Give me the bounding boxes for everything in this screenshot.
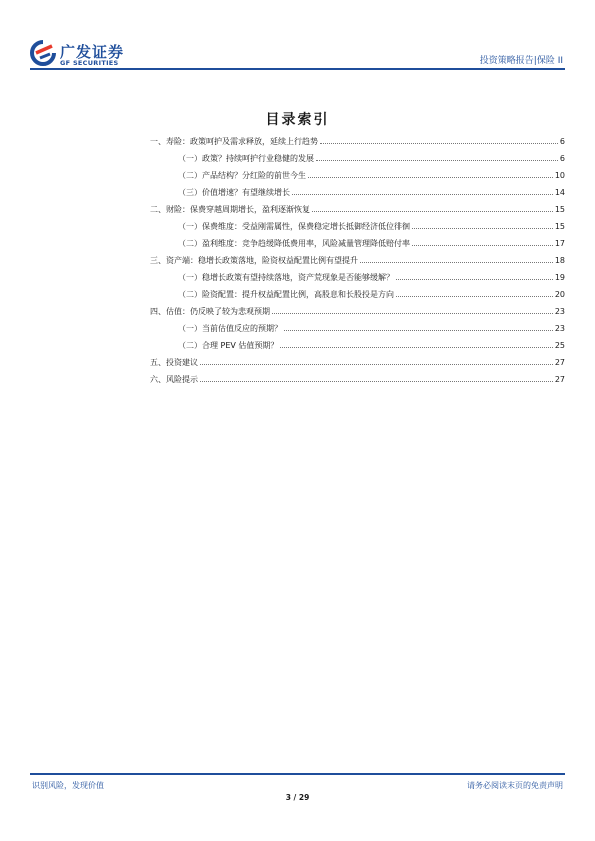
toc-leader-dots <box>292 194 553 195</box>
toc-entry-label: 三、资产端：稳增长政策落地，险资权益配置比例有望提升 <box>150 256 358 265</box>
toc-entry-section[interactable] <box>150 372 565 385</box>
toc-entry-label: （三）价值增速？有望继续增长 <box>178 188 290 197</box>
toc-entry-label: 一、寿险：政策呵护及需求释放，延续上行趋势 <box>150 137 318 146</box>
toc-leader-dots <box>280 347 552 348</box>
toc-entry-label: （二）产品结构？分红险的前世今生 <box>178 171 306 180</box>
toc-entry-label: 四、估值：仍反映了较为悲观预期 <box>150 307 270 316</box>
toc-entry-subsection[interactable] <box>178 151 565 164</box>
toc-leader-dots <box>272 313 553 314</box>
toc-leader-dots <box>412 228 553 229</box>
header-divider <box>30 68 565 70</box>
toc-leader-dots <box>320 143 558 144</box>
toc-entry-page: 14 <box>554 188 565 197</box>
footer-divider <box>30 773 565 775</box>
toc-entry-section[interactable] <box>150 304 565 317</box>
logo-chinese-name: 广发证券 <box>60 43 125 61</box>
toc-entry-label: 六、风险提示 <box>150 375 198 384</box>
logo-english-name: GF SECURITIES <box>60 59 119 67</box>
toc-leader-dots <box>200 381 553 382</box>
toc-leader-dots <box>316 160 558 161</box>
toc-entry-page: 23 <box>554 324 565 333</box>
footer-slogan: 识别风险，发现价值 <box>32 781 104 790</box>
toc-entry-subsection[interactable] <box>178 321 565 334</box>
toc-entry-label: （一）当前估值反应的预期？ <box>178 324 282 333</box>
toc-entry-subsection[interactable] <box>178 185 565 198</box>
toc-entry-subsection[interactable] <box>178 219 565 232</box>
toc-entry-label: （一）保费维度：受益刚需属性，保费稳定增长抵御经济低位徘徊 <box>178 222 410 231</box>
toc-entry-section[interactable] <box>150 134 565 147</box>
toc-entry-subsection[interactable] <box>178 270 565 283</box>
toc-entry-page: 19 <box>554 273 565 282</box>
toc-entry-subsection[interactable] <box>178 236 565 249</box>
toc-entry-page: 10 <box>554 171 565 180</box>
toc-entry-page: 25 <box>554 341 565 350</box>
toc-entry-label: （一）稳增长政策有望持续落地，资产荒现象是否能够缓解？ <box>178 273 394 282</box>
toc-entry-section[interactable] <box>150 202 565 215</box>
toc-entry-label: 二、财险：保费穿越周期增长，盈利逐渐恢复 <box>150 205 310 214</box>
toc-entry-section[interactable] <box>150 253 565 266</box>
toc-leader-dots <box>200 364 553 365</box>
toc-entry-page: 6 <box>559 137 565 146</box>
toc-leader-dots <box>308 177 553 178</box>
toc-entry-page: 20 <box>554 290 565 299</box>
toc-entry-section[interactable] <box>150 355 565 368</box>
toc-entry-page: 27 <box>554 375 565 384</box>
report-type-label: 投资策略报告|保险 II <box>479 56 563 66</box>
toc-leader-dots <box>412 245 553 246</box>
toc-leader-dots <box>360 262 553 263</box>
toc-entry-label: （一）政策？持续呵护行业稳健的发展 <box>178 154 314 163</box>
toc-entry-label: （二）合理 PEV 估值预期？ <box>178 341 279 350</box>
toc-entry-page: 15 <box>554 205 565 214</box>
gf-logo-icon <box>30 40 56 66</box>
toc-leader-dots <box>284 330 553 331</box>
toc-entry-page: 6 <box>559 154 565 163</box>
toc-title: 目录索引 <box>265 112 330 128</box>
toc-entry-label: （二）盈利维度：竞争趋缓降低费用率，风险减量管理降低赔付率 <box>178 239 410 248</box>
footer-disclaimer-link: 请务必阅读末页的免责声明 <box>467 781 563 790</box>
toc-entry-page: 17 <box>554 239 565 248</box>
toc-entry-label: 五、投资建议 <box>150 358 198 367</box>
page-number: 3 / 29 <box>285 793 310 802</box>
company-logo <box>30 40 150 70</box>
toc-entry-subsection[interactable] <box>178 338 565 351</box>
toc-leader-dots <box>396 296 553 297</box>
toc-entry-subsection[interactable] <box>178 168 565 181</box>
toc-entry-page: 27 <box>554 358 565 367</box>
toc-entry-page: 15 <box>554 222 565 231</box>
toc-entry-label: （二）险资配置：提升权益配置比例，高股息和长股投是方向 <box>178 290 394 299</box>
toc-leader-dots <box>312 211 553 212</box>
toc-leader-dots <box>396 279 553 280</box>
toc-entry-subsection[interactable] <box>178 287 565 300</box>
toc-entry-page: 18 <box>554 256 565 265</box>
toc-entry-page: 23 <box>554 307 565 316</box>
